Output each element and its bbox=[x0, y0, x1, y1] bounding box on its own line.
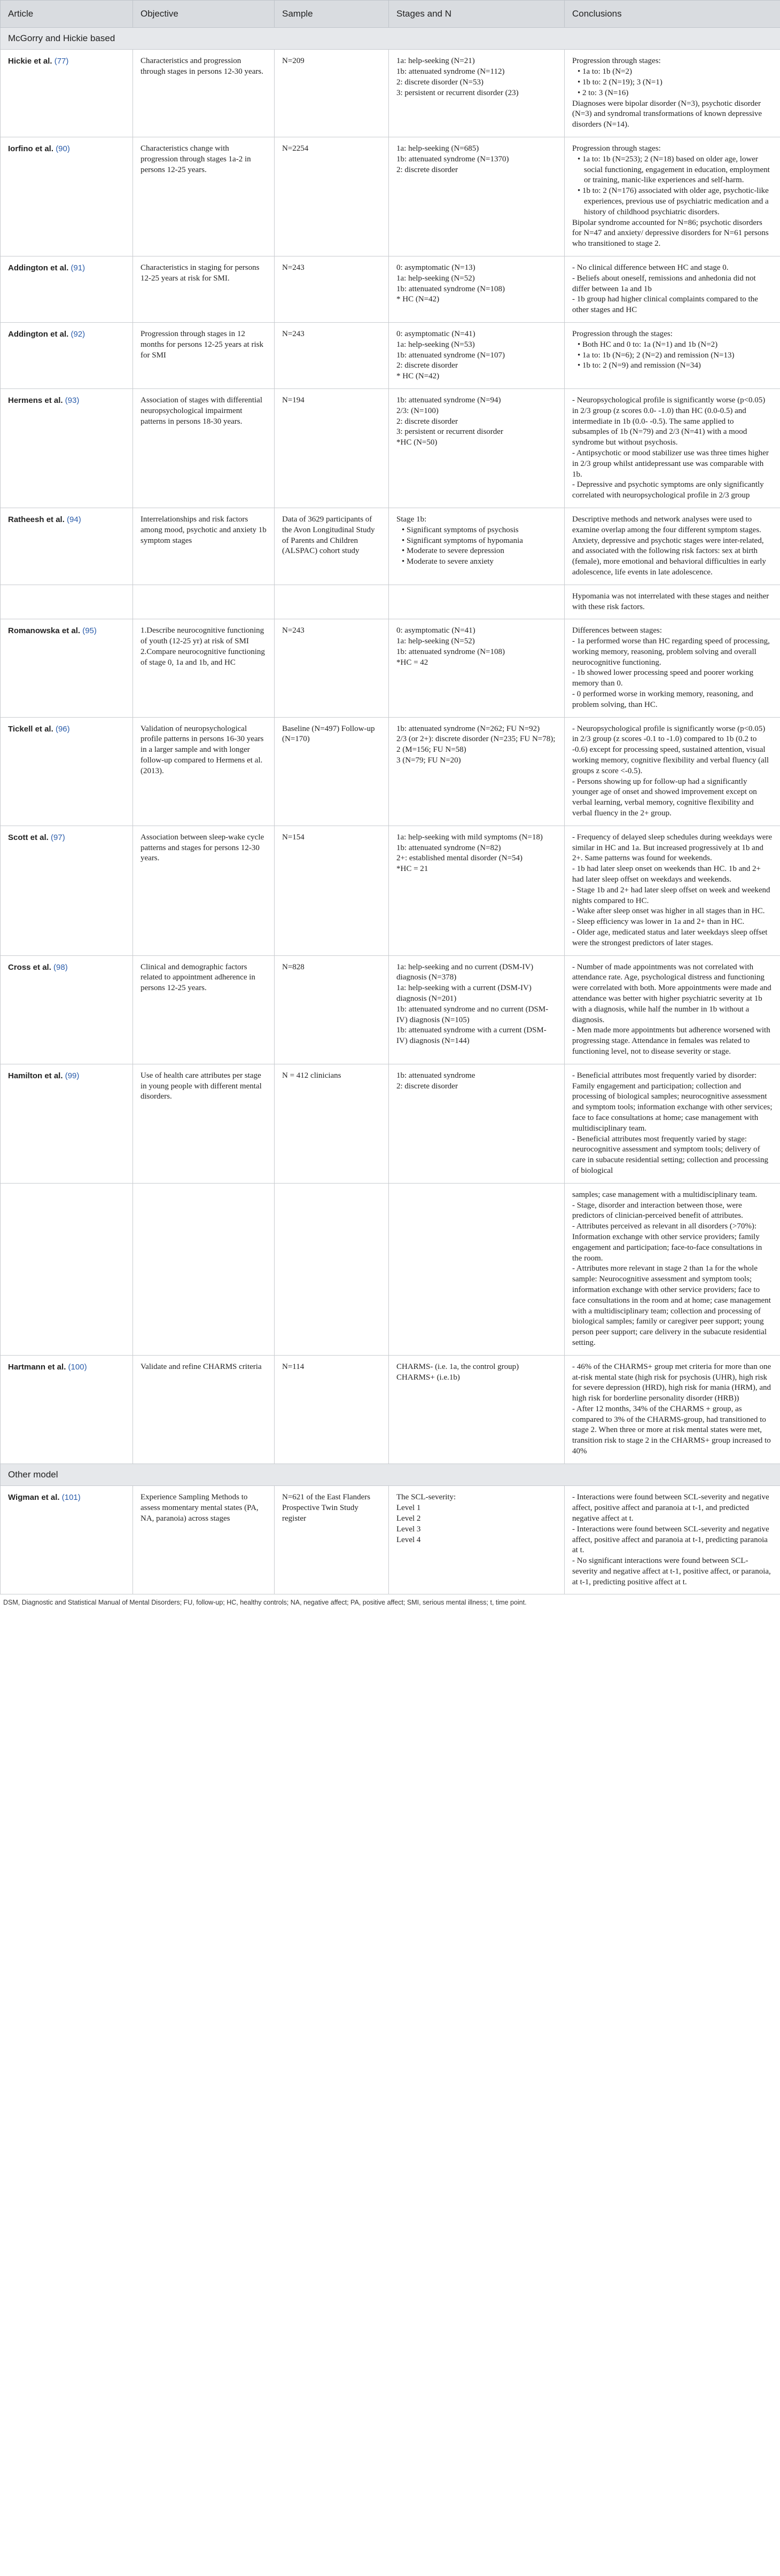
cell-sample: N=621 of the East Flanders Prospective Twin Study register bbox=[275, 1486, 389, 1594]
cell-stages bbox=[389, 826, 565, 955]
conclusion-line: - Interactions were found between SCL-severity and negative affect, positive affect and paranoia at t-1, predicting paranoia at t. bbox=[572, 1524, 769, 1555]
article-name: Iorfino et al. bbox=[8, 144, 54, 154]
stage-item: 0: asymptomatic (N=13) bbox=[396, 263, 475, 272]
stage-item: 2: discrete disorder bbox=[396, 361, 458, 370]
conclusion-line: - Attributes more relevant in stage 2 than 1a for the whole sample: Neurocognitive assessment and symptom tools; information exchange with other service providers; face to face consultations in the room and at home; case management with a multidisciplinary team; collection and processing of biological samples; family or caregiver peer support; young person peer support; care delivery in the subacute residential setting. bbox=[572, 1264, 771, 1347]
conclusion-line: • Both HC and 0 to: 1a (N=1) and 1b (N=2) bbox=[572, 340, 773, 351]
cell-objective bbox=[133, 585, 275, 619]
stage-item: 3: persistent or recurrent disorder (23) bbox=[396, 88, 519, 97]
cell-stages bbox=[389, 619, 565, 717]
conclusion-line: Anxiety, depressive and psychotic stages were inter-related, and associated with the following risk factors: sex at birth (female), more emotional and behavioral difficulties in early adolescence, life events in late adolescence. bbox=[572, 536, 766, 577]
stage-item: 0: asymptomatic (N=41) bbox=[396, 626, 475, 635]
conclusion-line: samples; case management with a multidisciplinary team. bbox=[572, 1190, 758, 1199]
article-name: Cross et al. bbox=[8, 962, 51, 972]
cell-article bbox=[1, 388, 133, 508]
conclusion-line: Differences between stages: bbox=[572, 626, 662, 635]
conclusion-line: - Men made more appointments but adherence worsened with progressing stage. Attendance in females was related to functioning level, not to disease severity or stage. bbox=[572, 1026, 770, 1056]
cell-sample: Data of 3629 participants of the Avon Longitudinal Study of Parents and Children (ALSPAC) cohort study bbox=[275, 508, 389, 585]
article-name: Hamilton et al. bbox=[8, 1071, 63, 1080]
cell-stages bbox=[389, 1355, 565, 1464]
conclusion-line: - Neuropsychological profile is significantly worse (p<0.05) in 2/3 group (z scores 0.0- -1.0) than HC (0.0-0.5) and intermediate in 1b (0.0- -0.5). The same applied to subsamples of 1b (N=79) and 2/3 (N=41) with a mood syndrome but without psychosis. bbox=[572, 395, 766, 447]
conclusion-line: - Stage, disorder and interaction between those, were predictors of clinician-perceived benefit of attributes. bbox=[572, 1201, 743, 1220]
stage-item: * HC (N=42) bbox=[396, 295, 440, 304]
stage-item: 2/3: (N=100) bbox=[396, 406, 439, 415]
table-row bbox=[1, 508, 780, 585]
stage-bullet: • Moderate to severe anxiety bbox=[396, 557, 557, 567]
cell-objective: Validation of neuropsychological profile patterns in persons 16-30 years in a larger sample and with longer follow-up compared to Hermens et al. (2013). bbox=[133, 717, 275, 826]
stage-item: 2: discrete disorder bbox=[396, 1081, 458, 1091]
conclusion-line: - Neuropsychological profile is significantly worse (p<0.05) in 2/3 group (z scores -0.1 to -1.0) compared to 1b (0.2 to -0.6) except for processing speed, sustained attention, visual working memory, cognitive flexibility and verbal fluency (all groups z score <-0.5). bbox=[572, 724, 769, 775]
cell-article bbox=[1, 256, 133, 322]
reference-link[interactable]: (98) bbox=[53, 962, 68, 972]
stage-item: 1b: attenuated syndrome (N=107) bbox=[396, 351, 505, 360]
cell-sample bbox=[275, 1183, 389, 1355]
conclusion-line: - No significant interactions were found between SCL-severity and negative affect at t-1, positive affect, or paranoia, at t-1, predicting positive affect at t. bbox=[572, 1557, 771, 1586]
stage-item: 2: discrete disorder (N=53) bbox=[396, 78, 483, 87]
cell-conclusions bbox=[565, 1355, 780, 1464]
stage-item: *HC = 21 bbox=[396, 865, 428, 874]
stage-item: Stage 1b: bbox=[396, 515, 427, 524]
cell-sample: Baseline (N=497) Follow-up (N=170) bbox=[275, 717, 389, 826]
conclusion-line: Progression through stages: bbox=[572, 144, 661, 153]
cell-article bbox=[1, 1355, 133, 1464]
cell-sample: N=209 bbox=[275, 50, 389, 137]
article-name: Addington et al. bbox=[8, 329, 69, 339]
cell-stages bbox=[389, 508, 565, 585]
stage-item: CHARMS+ (i.e.1b) bbox=[396, 1373, 460, 1382]
conclusion-line: - Antipsychotic or mood stabilizer use was three times higher in 2/3 group whilst antidepressant use was comparable with 1b. bbox=[572, 448, 769, 479]
conclusion-line: • 1a to: 1b (N=2) bbox=[572, 67, 773, 77]
stage-item: 3 (N=79; FU N=20) bbox=[396, 756, 461, 765]
conclusion-line: - Beliefs about oneself, remissions and anhedonia did not differ between 1a and 1b bbox=[572, 274, 756, 293]
conclusion-line: - Wake after sleep onset was higher in all stages than in HC. bbox=[572, 907, 765, 916]
stage-item: 1a: help-seeking and no current (DSM-IV) diagnosis (N=378) bbox=[396, 962, 534, 982]
cell-article bbox=[1, 717, 133, 826]
reference-link[interactable]: (91) bbox=[71, 263, 85, 273]
cell-conclusions bbox=[565, 50, 780, 137]
conclusion-line: - 1b group had higher clinical complaints compared to the other stages and HC bbox=[572, 295, 758, 315]
stage-item: 1b: attenuated syndrome (N=262; FU N=92) bbox=[396, 724, 540, 733]
cell-objective: Association of stages with differential neuropsychological impairment patterns in persons 18-30 years. bbox=[133, 388, 275, 508]
stage-item: 1b: attenuated syndrome (N=112) bbox=[396, 67, 505, 76]
header-sample: Sample bbox=[275, 1, 389, 28]
conclusion-line: • 1b to: 2 (N=19); 3 (N=1) bbox=[572, 77, 773, 88]
stage-item: CHARMS- (i.e. 1a, the control group) bbox=[396, 1362, 519, 1371]
conclusion-line: Diagnoses were bipolar disorder (N=3), psychotic disorder (N=3) and syndromal transformations of known depressive disorders (N=14). bbox=[572, 99, 762, 129]
cell-objective: Clinical and demographic factors related to appointment adherence in persons 12-25 years. bbox=[133, 955, 275, 1064]
cell-article bbox=[1, 137, 133, 256]
cell-stages bbox=[389, 322, 565, 388]
cell-sample: N=2254 bbox=[275, 137, 389, 256]
conclusion-line: - 1a performed worse than HC regarding speed of processing, working memory, reasoning, problem solving and overall neurocognitive functioning. bbox=[572, 637, 770, 667]
cell-objective: 1.Describe neurocognitive functioning of youth (12-25 yr) at risk of SMI 2.Compare neurocognitive functioning of stage 0, 1a and 1b, and HC bbox=[133, 619, 275, 717]
reference-link[interactable]: (99) bbox=[65, 1071, 80, 1080]
stage-item: 1b: attenuated syndrome and no current (DSM-IV) diagnosis (N=105) bbox=[396, 1005, 549, 1024]
table-row bbox=[1, 1064, 780, 1183]
cell-conclusions bbox=[565, 1486, 780, 1594]
section-title: Other model bbox=[1, 1464, 780, 1485]
stage-bullet: • Moderate to severe depression bbox=[396, 546, 557, 557]
cell-sample bbox=[275, 585, 389, 619]
cell-article bbox=[1, 1183, 133, 1355]
reference-link[interactable]: (90) bbox=[56, 144, 70, 154]
table-row bbox=[1, 1355, 780, 1464]
conclusion-line: Hypomania was not interrelated with these stages and neither with these risk factors. bbox=[572, 592, 769, 611]
stage-item: 1a: help-seeking with mild symptoms (N=18) bbox=[396, 832, 543, 842]
cell-conclusions bbox=[565, 137, 780, 256]
stage-item: 1a: help-seeking (N=21) bbox=[396, 57, 475, 66]
table-row bbox=[1, 1486, 780, 1594]
cell-article bbox=[1, 619, 133, 717]
stage-item: 1b: attenuated syndrome (N=108) bbox=[396, 284, 505, 293]
cell-objective: Association between sleep-wake cycle patterns and stages for persons 12-30 years. bbox=[133, 826, 275, 955]
article-name: Wigman et al. bbox=[8, 1493, 60, 1503]
cell-sample: N=243 bbox=[275, 322, 389, 388]
cell-conclusions bbox=[565, 1183, 780, 1355]
conclusion-line: • 1a to: 1b (N=253); 2 (N=18) based on older age, lower social functioning, engagement in education, employment or training, manic-like experiences and self-harm. bbox=[572, 154, 773, 186]
stage-item: 0: asymptomatic (N=41) bbox=[396, 329, 475, 338]
header-objective: Objective bbox=[133, 1, 275, 28]
table-row bbox=[1, 1183, 780, 1355]
reference-link[interactable]: (96) bbox=[55, 724, 70, 734]
cell-article bbox=[1, 322, 133, 388]
cell-sample: N=828 bbox=[275, 955, 389, 1064]
reference-link[interactable]: (97) bbox=[51, 832, 65, 842]
conclusion-line: - Depressive and psychotic symptoms are only significantly correlated with neuropsychological profile in 2/3 group bbox=[572, 480, 764, 500]
conclusion-line: - 0 performed worse in working memory, reasoning, and problem solving, than HC. bbox=[572, 690, 753, 709]
cell-article bbox=[1, 508, 133, 585]
stage-item: 1b: attenuated syndrome (N=108) bbox=[396, 647, 505, 656]
stage-item: 1b: attenuated syndrome (N=94) bbox=[396, 395, 501, 404]
cell-stages bbox=[389, 388, 565, 508]
table-row bbox=[1, 322, 780, 388]
cell-objective bbox=[133, 1183, 275, 1355]
conclusion-line: Bipolar syndrome accounted for N=86; psychotic disorders for N=47 and anxiety/ depressive disorders for N=61 persons who transitioned to stage 2. bbox=[572, 218, 769, 248]
conclusion-line: Descriptive methods and network analyses were used to examine overlap among the four different symptom stages. bbox=[572, 515, 761, 534]
reference-link[interactable]: (101) bbox=[61, 1493, 81, 1503]
header-article: Article bbox=[1, 1, 133, 28]
article-name: Hermens et al. bbox=[8, 395, 63, 405]
reference-link[interactable]: (95) bbox=[82, 626, 97, 636]
conclusion-line: - Beneficial attributes most frequently varied by stage: neurocognitive assessment and symptom tools; delivery of care in subacute residential setting; collection and processing of biological bbox=[572, 1134, 768, 1175]
stage-item: 2/3 (or 2+): discrete disorder (N=235; FU N=78); bbox=[396, 735, 556, 744]
cell-stages bbox=[389, 1183, 565, 1355]
section-row bbox=[1, 1464, 780, 1485]
reference-link[interactable]: (94) bbox=[67, 515, 81, 524]
conclusion-line: - After 12 months, 34% of the CHARMS + group, as compared to 3% of the CHARMS-group, had transitioned to stage 2. When three or more at risk mental states were met, transition risk to stage 2 in the CHARMS+ group increased to 40% bbox=[572, 1404, 771, 1456]
cell-objective: Progression through stages in 12 months for persons 12-25 years at risk for SMI bbox=[133, 322, 275, 388]
reference-link[interactable]: (100) bbox=[68, 1362, 87, 1372]
cell-stages bbox=[389, 256, 565, 322]
cell-conclusions bbox=[565, 508, 780, 585]
table-row bbox=[1, 826, 780, 955]
cell-sample: N=243 bbox=[275, 256, 389, 322]
cell-objective: Characteristics in staging for persons 12-25 years at risk for SMI. bbox=[133, 256, 275, 322]
header-conclusions: Conclusions bbox=[565, 1, 780, 28]
cell-conclusions bbox=[565, 955, 780, 1064]
conclusion-line: - Beneficial attributes most frequently varied by disorder: Family engagement and participation; collection and processing of biological samples; neurocognitive assessment and symptom tools; information exchange with other services; face to face consultations at home; case management with multidisciplinary team. bbox=[572, 1071, 773, 1133]
article-name: Hartmann et al. bbox=[8, 1362, 66, 1372]
stage-item: 1b: attenuated syndrome with a current (DSM-IV) diagnosis (N=144) bbox=[396, 1026, 547, 1046]
stage-item: 1b: attenuated syndrome (N=82) bbox=[396, 843, 501, 852]
conclusion-line: - Older age, medicated status and later weekdays sleep offset were the strongest predictors of later stages. bbox=[572, 928, 768, 947]
section-title: McGorry and Hickie based bbox=[1, 28, 780, 50]
cell-article bbox=[1, 1486, 133, 1594]
table-caption: DSM, Diagnostic and Statistical Manual of Mental Disorders; FU, follow-up; HC, healthy controls; NA, negative affect; PA, positive affect; SMI, serious mental illness; t, time point. bbox=[3, 1599, 527, 1607]
cell-conclusions bbox=[565, 322, 780, 388]
cell-sample: N=154 bbox=[275, 826, 389, 955]
cell-stages bbox=[389, 955, 565, 1064]
cell-conclusions bbox=[565, 256, 780, 322]
cell-sample: N=243 bbox=[275, 619, 389, 717]
stage-item: 2: discrete disorder bbox=[396, 165, 458, 174]
article-name: Scott et al. bbox=[8, 832, 49, 842]
table-row bbox=[1, 619, 780, 717]
conclusion-line: - Attributes perceived as relevant in all disorders (>70%): Information exchange with other service providers; family engagement and participation; face-to-face consultations in the room. bbox=[572, 1222, 762, 1263]
article-name: Tickell et al. bbox=[8, 724, 53, 734]
table-row bbox=[1, 585, 780, 619]
stage-bullet: • Significant symptoms of psychosis bbox=[396, 525, 557, 536]
table-row bbox=[1, 717, 780, 826]
cell-stages bbox=[389, 585, 565, 619]
stage-item: 2+: established mental disorder (N=54) bbox=[396, 854, 523, 863]
section-row bbox=[1, 28, 780, 50]
conclusion-line: • 1b to: 2 (N=176) associated with older age, psychotic-like experiences, previous use of psychiatric medication and a history of childhood psychiatric disorders. bbox=[572, 186, 773, 217]
cell-conclusions bbox=[565, 619, 780, 717]
stage-item: *HC = 42 bbox=[396, 658, 428, 667]
conclusion-line: • 1a to: 1b (N=6); 2 (N=2) and remission (N=13) bbox=[572, 351, 773, 361]
cell-objective: Characteristics change with progression through stages 1a-2 in persons 12-25 years. bbox=[133, 137, 275, 256]
conclusion-line: - Persons showing up for follow-up had a significantly younger age of onset and showed improvement except on verbal learning, verbal memory, cognitive flexibility and verbal fluency in the 2+ group. bbox=[572, 777, 757, 818]
stage-item: 1b: attenuated syndrome bbox=[396, 1071, 475, 1080]
article-name: Addington et al. bbox=[8, 263, 69, 273]
cell-objective: Validate and refine CHARMS criteria bbox=[133, 1355, 275, 1464]
cell-stages bbox=[389, 50, 565, 137]
stage-item: 2 (M=156; FU N=58) bbox=[396, 745, 466, 754]
cell-article bbox=[1, 1064, 133, 1183]
conclusion-line: - 1b showed lower processing speed and poorer working memory than 0. bbox=[572, 668, 754, 688]
cell-stages bbox=[389, 137, 565, 256]
stage-item: 2: discrete disorder bbox=[396, 417, 458, 426]
conclusion-line: - Interactions were found between SCL-severity and negative affect, positive affect and paranoia at t-1, and predicted negative affect at t. bbox=[572, 1493, 769, 1523]
conclusion-line: Progression through the stages: bbox=[572, 329, 673, 338]
conclusion-line: - No clinical difference between HC and stage 0. bbox=[572, 263, 729, 272]
cell-sample: N=114 bbox=[275, 1355, 389, 1464]
table-row bbox=[1, 137, 780, 256]
article-name: Romanowska et al. bbox=[8, 626, 81, 636]
reference-link[interactable]: (77) bbox=[54, 57, 69, 66]
article-name: Hickie et al. bbox=[8, 57, 52, 66]
header-stages: Stages and N bbox=[389, 1, 565, 28]
table-row bbox=[1, 388, 780, 508]
stage-item: * HC (N=42) bbox=[396, 372, 440, 381]
cell-conclusions bbox=[565, 717, 780, 826]
stage-item: The SCL-severity: bbox=[396, 1493, 456, 1502]
stage-bullet: • Significant symptoms of hypomania bbox=[396, 536, 557, 547]
reference-link[interactable]: (92) bbox=[71, 329, 85, 339]
cell-stages bbox=[389, 717, 565, 826]
conclusion-line: - Number of made appointments was not correlated with attendance rate. Age, psychological distress and functioning were correlated with both. More appointments were made and attendance was better with higher psychiatric severity at 1b with a diagnosis, while half the number in 1b without a diagnosis. bbox=[572, 962, 771, 1024]
article-name: Ratheesh et al. bbox=[8, 515, 65, 524]
cell-article bbox=[1, 50, 133, 137]
cell-stages bbox=[389, 1064, 565, 1183]
cell-article bbox=[1, 826, 133, 955]
conclusion-line: - 1b had later sleep onset on weekends than HC. 1b and 2+ had later sleep offset on weekdays and weekends. bbox=[572, 865, 761, 884]
cell-objective: Interrelationships and risk factors among mood, psychotic and anxiety 1b symptom stages bbox=[133, 508, 275, 585]
conclusion-line: - Frequency of delayed sleep schedules during weekdays were similar in HC and 1a. But increased progressively at 1b and 2+. Same patterns was found for weekends. bbox=[572, 832, 773, 863]
cell-objective: Experience Sampling Methods to assess momentary mental states (PA, NA, paranoia) across stages bbox=[133, 1486, 275, 1594]
cell-conclusions bbox=[565, 585, 780, 619]
conclusion-line: - Sleep efficiency was lower in 1a and 2+ than in HC. bbox=[572, 917, 745, 927]
stage-item: 3: persistent or recurrent disorder bbox=[396, 427, 503, 437]
stage-item: 1a: help-seeking (N=53) bbox=[396, 340, 475, 349]
cell-sample: N=194 bbox=[275, 388, 389, 508]
table-row bbox=[1, 50, 780, 137]
cell-conclusions bbox=[565, 826, 780, 955]
table-row bbox=[1, 256, 780, 322]
cell-conclusions bbox=[565, 388, 780, 508]
stage-item: Level 1 bbox=[396, 1504, 421, 1513]
stage-item: 1a: help-seeking (N=685) bbox=[396, 144, 479, 153]
cell-sample: N = 412 clinicians bbox=[275, 1064, 389, 1183]
table-header-row bbox=[1, 1, 780, 28]
cell-conclusions bbox=[565, 1064, 780, 1183]
stage-item: *HC (N=50) bbox=[396, 438, 438, 447]
table-row bbox=[1, 955, 780, 1064]
conclusion-line: Progression through stages: bbox=[572, 57, 661, 66]
cell-objective: Characteristics and progression through stages in persons 12-30 years. bbox=[133, 50, 275, 137]
stage-item: 1a: help-seeking (N=52) bbox=[396, 637, 475, 646]
reference-link[interactable]: (93) bbox=[65, 395, 80, 405]
conclusion-line: - 46% of the CHARMS+ group met criteria for more than one at-risk mental state (high risk for psychosis (UHR), high risk for severe depression (HRD), high risk for mania (HRM), and high risk for borderline personality disorder (HRB)) bbox=[572, 1362, 771, 1403]
stage-item: 1b: attenuated syndrome (N=1370) bbox=[396, 154, 509, 164]
cell-objective: Use of health care attributes per stage in young people with different mental disorders. bbox=[133, 1064, 275, 1183]
stage-item: Level 2 bbox=[396, 1514, 421, 1523]
stage-item: Level 3 bbox=[396, 1524, 421, 1534]
cell-stages bbox=[389, 1486, 565, 1594]
stage-item: Level 4 bbox=[396, 1535, 421, 1544]
conclusion-line: • 1b to: 2 (N=9) and remission (N=34) bbox=[572, 361, 773, 371]
stage-item: 1a: help-seeking with a current (DSM-IV) diagnosis (N=201) bbox=[396, 984, 532, 1003]
stage-item: 1a: help-seeking (N=52) bbox=[396, 274, 475, 283]
conclusion-line: • 2 to: 3 (N=16) bbox=[572, 88, 773, 99]
cell-article bbox=[1, 585, 133, 619]
cell-article bbox=[1, 955, 133, 1064]
conclusion-line: - Stage 1b and 2+ had later sleep offset on week and weekend nights compared to HC. bbox=[572, 885, 770, 905]
